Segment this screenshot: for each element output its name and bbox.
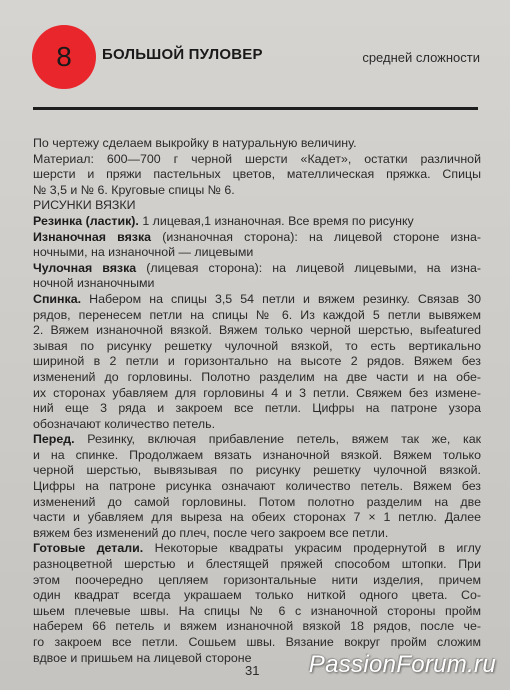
purl-stitch-text: (изнаночная сторона): на лицевой стороне изна- (151, 229, 481, 244)
purl-stitch-line (33, 230, 481, 246)
pattern-title: БОЛЬШОЙ ПУЛОВЕР (102, 46, 263, 63)
finishing-line: го закроем все петли. Сошьем швы. Вязание вокруг пройм сложим (33, 635, 481, 649)
page-number: 31 (245, 663, 260, 678)
back-text: Набером на спицы 3,5 54 петли и вяжем резинку. Связав 30 (81, 291, 481, 306)
front-line: и на спинке. Продолжаем вязать изнаночной вязкой. Вяжем только (33, 447, 481, 462)
front-line: Цифры на патроне рисунка означают количество петель. Вяжем без (33, 479, 481, 494)
intro-line: № 3,5 и № 6. Круговые спицы № 6. (33, 182, 235, 197)
front-line: черной шерстью, вывязывая по рисунку решетку чулочной вязкой. (33, 463, 481, 478)
section-heading: РИСУНКИ ВЯЗКИ (33, 198, 136, 213)
finishing-line: шьем плечевые швы. На спицы № 6 с изнаночной стороны пройм (33, 603, 481, 618)
front-text: Резинку, включая прибавление петель, вяжем так же, как (74, 432, 481, 447)
finishing-line: этом поочередно цепляем горизонтальные нити изделия, причем (33, 572, 481, 587)
front-line: изменений до самой горловины. Потом полотно разделим на две (33, 494, 481, 509)
intro-line: Материал: 600—700 г черной шерсти «Кадет», остатки различной (33, 151, 481, 166)
pattern-number: 8 (56, 41, 72, 72)
stockinette-text: (лицевая сторона): на лицевой лицевыми, на изна- (136, 260, 481, 275)
purl-stitch-label: Изнаночная вязка (33, 229, 152, 244)
back-line: обозначают количество петель. (33, 416, 216, 431)
stockinette-label: Чулочная вязка (33, 260, 137, 275)
intro-line: шерсти и пряжи пастельных цветов, мателлическая пряжка. Спицы (33, 167, 481, 182)
intro-line: По чертежу сделаем выкройку в натуральную величину. (33, 136, 357, 150)
finishing-text: Некоторые квадраты украсим продернутой в иглу (143, 541, 481, 556)
back-line (33, 292, 481, 308)
front-line (33, 432, 481, 448)
pattern-number-badge (32, 25, 96, 89)
finishing-line: один квадрат всегда украшаем только ниткой одного цвета. Со- (33, 588, 481, 603)
finishing-line: вдвое и пришьем на лицевой стороне (33, 650, 252, 665)
pattern-instructions (33, 136, 481, 666)
rib-stitch-line (33, 214, 481, 230)
finishing-line: наберем 66 петель и вяжем изнаночной вязкой 18 рядов, после че- (33, 619, 481, 634)
front-label: Перед. (33, 432, 75, 447)
rib-stitch-text: 1 лицевая,1 изнаночная. Все время по рисунку (138, 213, 414, 228)
back-line: их сторонах убавляем для горловины 4 и 3 петли. Свяжем без измене- (33, 385, 481, 400)
rib-stitch-label: Резинка (ластик). (33, 213, 139, 228)
back-line: зывая по рисунку решетку чулочной вязкой, то есть вертикально (33, 338, 481, 353)
finishing-line (33, 541, 481, 557)
front-line: вяжем без изменений до плеч, после чего закроем все петли. (33, 525, 389, 540)
difficulty-label: средней сложности (362, 50, 480, 65)
back-label: Спинка. (33, 291, 82, 306)
header-divider (33, 107, 478, 110)
back-line: ний еще 3 ряда и закроем все петли. Цифры на патроне узора (33, 401, 481, 416)
finishing-label: Готовые детали. (33, 541, 144, 556)
back-line: шириной в 2 петли и горизонтально на высоте 2 рядов. Вяжем без (33, 354, 481, 369)
back-line: изменений до горловины. Полотно разделим на две части и на обе- (33, 369, 481, 384)
front-line: части и убавляем для выреза на обеих сторонах 7 × 1 петлю. Далее (33, 510, 481, 525)
purl-stitch-line: ночными, на изнаночной — лицевыми (33, 245, 254, 260)
stockinette-line (33, 261, 481, 277)
back-line: рядов, перенесем петли на спицы № 6. Из каждой 5 петли вывяжем (33, 307, 481, 322)
stockinette-line: ночной изнаночными (33, 276, 155, 291)
finishing-line: разноцветной шерстью и блестящей пряжей способом штопки. При (33, 557, 481, 572)
back-line: 2. Вяжем изнаночной вязкой. Вяжем только черной шерстью, выfeatured (33, 323, 481, 338)
watermark: PassionForum.ru (308, 651, 496, 678)
